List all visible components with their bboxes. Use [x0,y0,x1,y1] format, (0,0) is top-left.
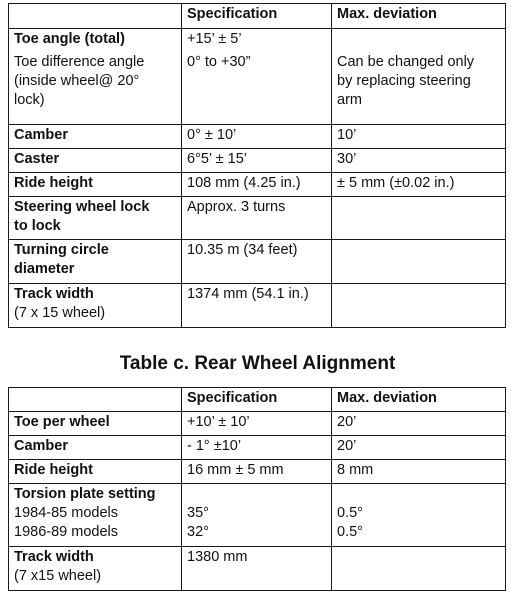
label-rear-ride-height [9,460,182,484]
label-steering-lock-1: Steering wheel lock [14,199,150,215]
front-alignment-table [8,3,506,328]
label-toe-per-wheel [9,412,182,436]
deviation-cell [332,29,506,125]
rear-alignment-table [8,387,506,591]
dev-rear-track-width [332,547,506,591]
table-row [9,436,506,460]
label-steering-lock-2: to lock [14,218,61,234]
table-row [9,173,506,197]
dev-rear-camber: 20’ [332,436,506,460]
label-ride-height [9,173,182,197]
spec-track-width: 1374 mm (54.1 in.) [182,284,332,328]
dev-toe-per-wheel: 20’ [332,412,506,436]
table-row [9,412,506,436]
dev-toe-3: arm [337,92,362,108]
dev-torsion-d1: 0.5° [337,505,363,521]
spec-ride-height: 108 mm (4.25 in.) [182,173,332,197]
table-row [9,149,506,173]
label-toe-difference: Toe difference angle [14,54,145,70]
label-steering-lock [9,197,182,240]
spec-torsion-s1: 35° [187,505,209,521]
label-turning-circle [9,240,182,284]
table-row [9,484,506,547]
dev-steering-lock [332,197,506,240]
label-camber [9,125,182,149]
label-rear-track-width-sub: (7 x15 wheel) [14,568,102,584]
label-track-width-sub: (7 x 15 wheel) [14,305,106,321]
label-ride-height-text: Ride height [14,175,93,191]
dev-track-width [332,284,506,328]
table-row [9,197,506,240]
spec-cell [182,29,332,125]
dev-caster: 30’ [332,149,506,173]
label-torsion [9,484,182,547]
spec-caster: 6°5’ ± 15’ [182,149,332,173]
dev-toe-1: Can be changed only [337,54,475,70]
header-specification: Specification [182,388,332,412]
label-toe-difference-2: (inside wheel@ 20° [14,73,140,89]
header-specification: Specification [182,4,332,29]
label-torsion-m2: 1986-89 models [14,524,118,540]
label-torsion-text: Torsion plate setting [14,486,156,502]
table-header-row [9,4,506,29]
header-empty [9,388,182,412]
label-camber-text: Camber [14,127,68,143]
dev-torsion [332,484,506,547]
spec-toe-angle: +15’ ± 5’ [187,31,242,47]
table-row [9,240,506,284]
header-empty [9,4,182,29]
dev-turning-circle [332,240,506,284]
label-torsion-m1: 1984-85 models [14,505,118,521]
table-row [9,547,506,591]
label-rear-camber-text: Camber [14,438,68,454]
label-toe-angle: Toe angle (total) [14,31,125,47]
table-row [9,460,506,484]
label-track-width-text: Track width [14,286,94,302]
spec-rear-camber: - 1° ±10’ [182,436,332,460]
dev-toe-2: by replacing steering [337,73,471,89]
spec-torsion-s2: 32° [187,524,209,540]
table-header-row [9,388,506,412]
label-turning-circle-1: Turning circle [14,242,109,258]
label-toe-difference-3: lock) [14,92,45,108]
label-toe-per-wheel-text: Toe per wheel [14,414,110,430]
label-turning-circle-2: diameter [14,261,75,277]
table-row [9,284,506,328]
spec-camber: 0° ± 10’ [182,125,332,149]
header-max-deviation: Max. deviation [332,388,506,412]
dev-ride-height: ± 5 mm (±0.02 in.) [332,173,506,197]
spec-steering-lock: Approx. 3 turns [182,197,332,240]
table-row [9,125,506,149]
spec-toe-per-wheel: +10’ ± 10’ [182,412,332,436]
spec-rear-ride-height: 16 mm ± 5 mm [182,460,332,484]
spec-rear-track-width: 1380 mm [182,547,332,591]
label-caster [9,149,182,173]
dev-rear-ride-height: 8 mm [332,460,506,484]
label-rear-camber [9,436,182,460]
label-rear-ride-height-text: Ride height [14,462,93,478]
spec-torsion [182,484,332,547]
label-rear-track-width [9,547,182,591]
spec-toe-difference: 0° to +30” [187,54,251,70]
label-rear-track-width-text: Track width [14,549,94,565]
dev-torsion-d2: 0.5° [337,524,363,540]
rear-table-title: Table c. Rear Wheel Alignment [119,353,396,374]
label-track-width [9,284,182,328]
row-label [9,29,182,125]
dev-camber: 10’ [332,125,506,149]
label-caster-text: Caster [14,151,60,167]
spec-turning-circle: 10.35 m (34 feet) [182,240,332,284]
table-row [9,29,506,125]
header-max-deviation: Max. deviation [332,4,506,29]
